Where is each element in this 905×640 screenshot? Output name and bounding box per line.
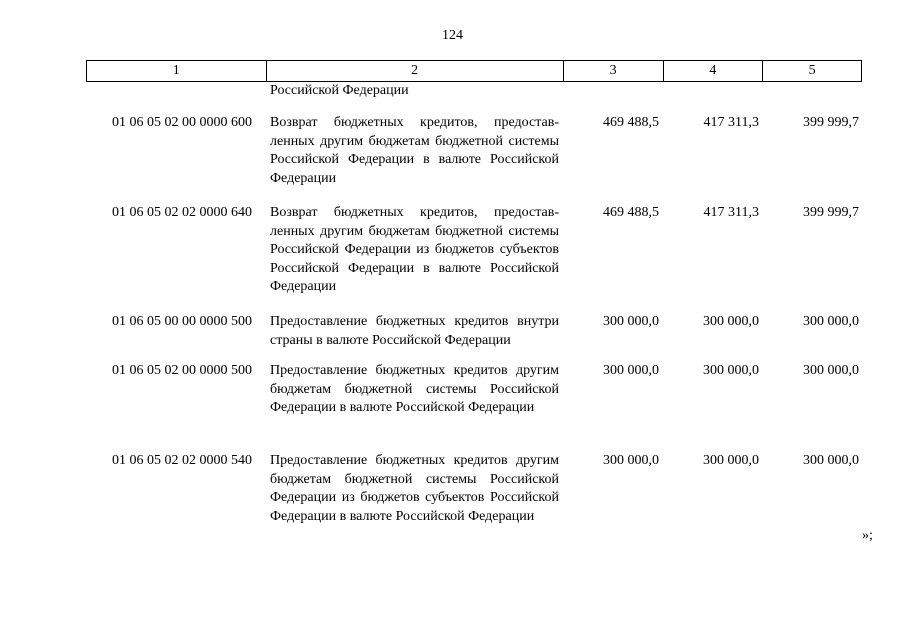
- value-col-4: 300 000,0: [703, 453, 759, 468]
- value-col-5: 300 000,0: [803, 314, 859, 329]
- value-col-5: 399 999,7: [803, 205, 859, 220]
- table-row: [86, 452, 862, 542]
- header-cell-3: 3: [564, 61, 664, 81]
- table-header: [86, 60, 862, 82]
- header-cell-2: 2: [267, 61, 564, 81]
- row-description: Возврат бюджетных кредитов, предоставленных другим бюджетам бюджетной системы Российской Федерации из бюджетов субъектов Российской Федерации в валюте Российской Федерации: [270, 205, 559, 294]
- row-description: Возврат бюджетных кредитов, предоставленных другим бюджетам бюджетной системы Российской Федерации в валюте Российской Федерации: [270, 115, 559, 186]
- value-col-3: 300 000,0: [603, 314, 659, 329]
- value-col-3: 300 000,0: [603, 363, 659, 378]
- value-col-5: 399 999,7: [803, 115, 859, 130]
- row-description: Предоставление бюджетных кредитов другим бюджетам бюджетной системы Российской Федерации из бюджетов субъектов Российской Федерации в валюте Российской Федерации: [270, 453, 559, 524]
- budget-code: 01 06 05 00 00 0000 500: [112, 314, 252, 329]
- header-cell-5: 5: [808, 63, 816, 78]
- row-description: Предоставление бюджетных кредитов другим бюджетам бюджетной системы Российской Федерации в валюте Российской Федерации: [270, 363, 559, 415]
- value-col-5: 300 000,0: [803, 363, 859, 378]
- value-col-4: 417 311,3: [703, 205, 759, 220]
- value-col-4: 300 000,0: [703, 314, 759, 329]
- budget-code: 01 06 05 02 00 0000 500: [112, 363, 252, 378]
- table-row: [86, 362, 862, 452]
- page-number: 124: [442, 28, 463, 43]
- table-row: [86, 204, 862, 294]
- value-col-5: 300 000,0: [803, 453, 859, 468]
- budget-code: 01 06 05 02 02 0000 640: [112, 205, 252, 220]
- closing-quote-mark: »;: [862, 528, 873, 543]
- header-cell-4: 4: [664, 61, 764, 81]
- budget-code: 01 06 05 02 02 0000 540: [112, 453, 252, 468]
- value-col-4: 300 000,0: [703, 363, 759, 378]
- continuation-text: Российской Федерации: [270, 83, 409, 98]
- header-cell-1: 1: [87, 61, 267, 81]
- budget-code: 01 06 05 02 00 0000 600: [112, 115, 252, 130]
- value-col-3: 469 488,5: [603, 205, 659, 220]
- value-col-4: 417 311,3: [703, 115, 759, 130]
- value-col-3: 469 488,5: [603, 115, 659, 130]
- value-col-3: 300 000,0: [603, 453, 659, 468]
- table-row: [86, 114, 862, 204]
- row-description: Предоставление бюджетных кредитов внутри страны в валюте Российской Федерации: [270, 314, 559, 348]
